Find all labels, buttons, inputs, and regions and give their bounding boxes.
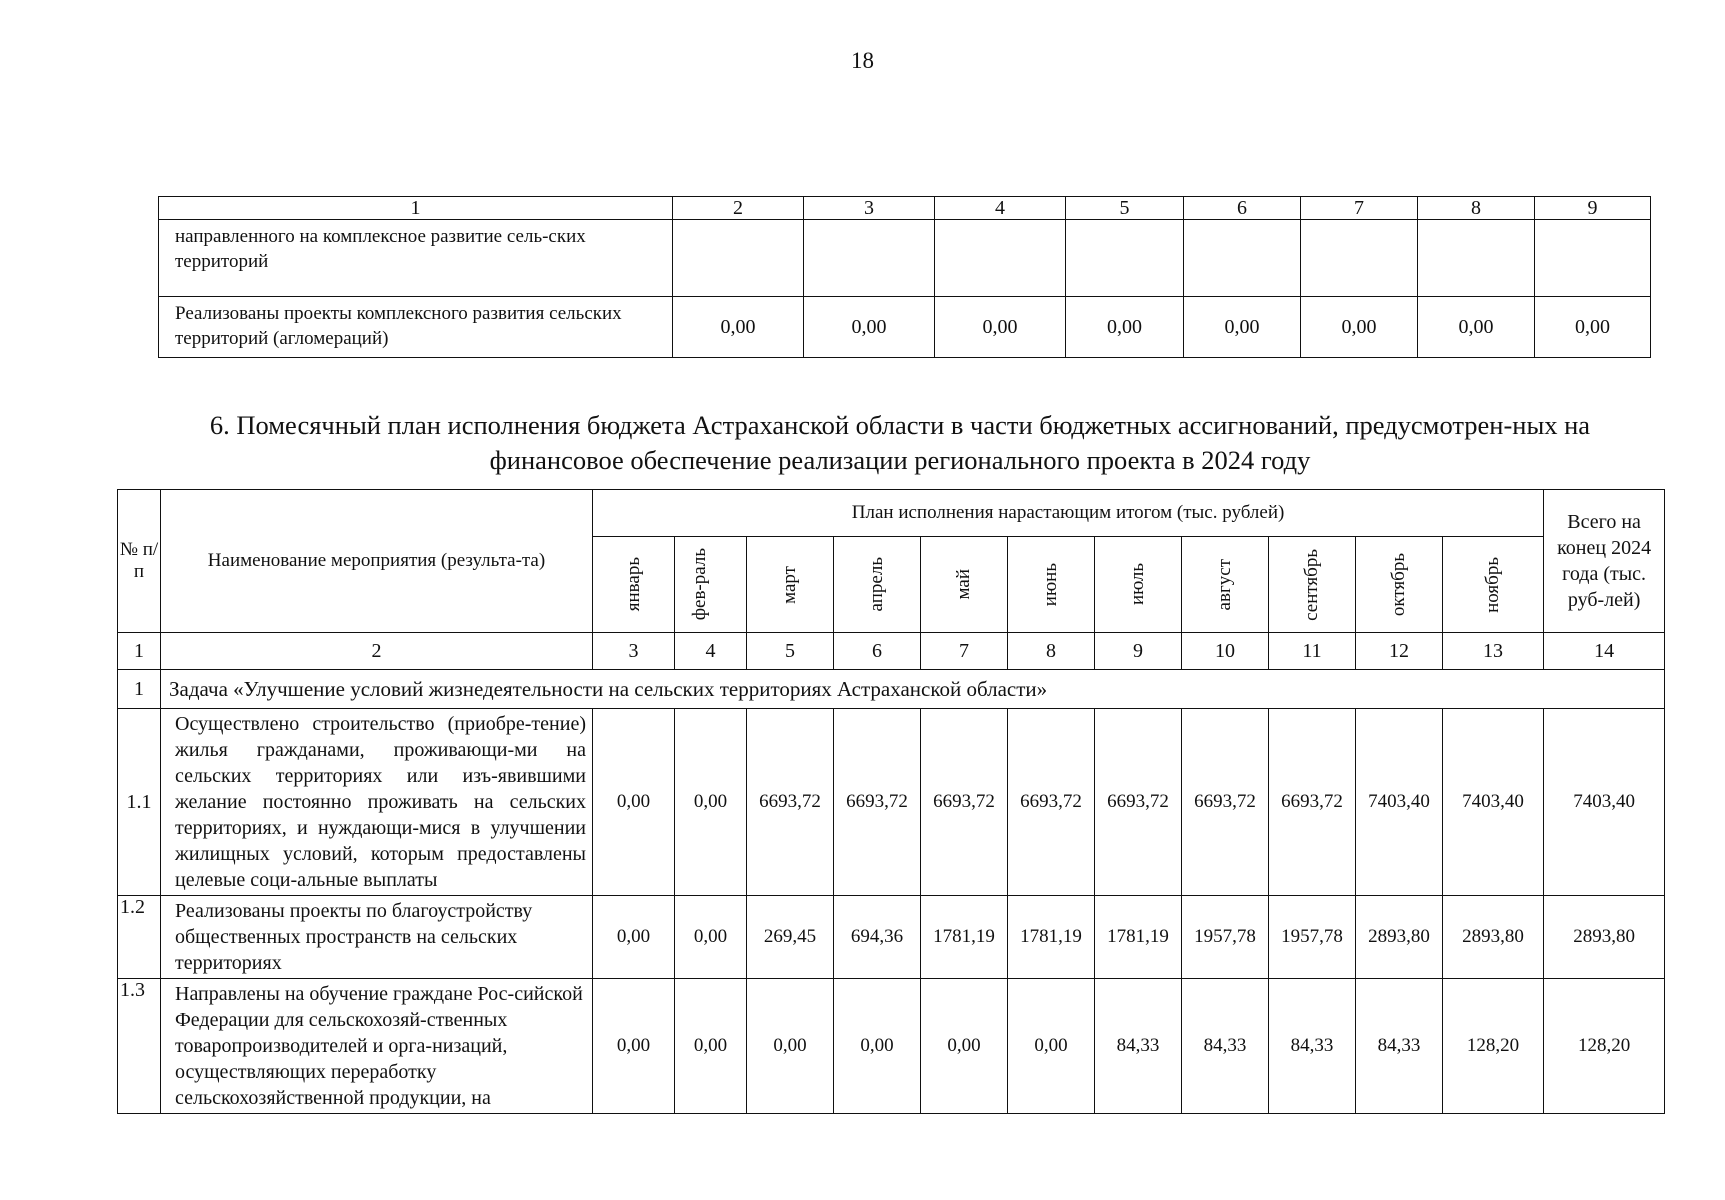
cell-value: 6693,72 <box>1182 709 1269 896</box>
cell-value <box>1301 220 1418 297</box>
month-label: май <box>953 569 974 600</box>
cell-value: 0,00 <box>1418 297 1535 358</box>
page-number: 18 <box>851 48 874 73</box>
cell-value: 1781,19 <box>1008 896 1095 979</box>
month-label: январь <box>622 557 644 612</box>
cell-value: 0,00 <box>834 979 921 1114</box>
column-index: 7 <box>1301 197 1418 220</box>
column-index: 9 <box>1095 633 1182 670</box>
month-label: июль <box>1127 563 1148 606</box>
cell-value: 128,20 <box>1544 979 1665 1114</box>
cell-value: 2893,80 <box>1356 896 1443 979</box>
month-header <box>1269 537 1356 633</box>
column-index: 1 <box>159 197 673 220</box>
header-number: № п/п <box>118 490 161 633</box>
cell-value: 0,00 <box>593 896 675 979</box>
cell-value: 0,00 <box>1301 297 1418 358</box>
cell-value: 1957,78 <box>1269 896 1356 979</box>
cell-value: 0,00 <box>921 979 1008 1114</box>
table-row <box>159 220 1651 297</box>
cell-value: 0,00 <box>804 297 935 358</box>
table-row <box>118 979 1665 1114</box>
row-name: Реализованы проекты комплексного развития сельских территорий (агломераций) <box>159 297 673 358</box>
cell-value: 0,00 <box>673 297 804 358</box>
cell-value <box>804 220 935 297</box>
header-name: Наименование мероприятия (результа-та) <box>161 490 593 633</box>
cell-value: 0,00 <box>593 709 675 896</box>
cell-value: 6693,72 <box>834 709 921 896</box>
month-header <box>1095 537 1182 633</box>
column-index: 6 <box>834 633 921 670</box>
column-index: 2 <box>673 197 804 220</box>
table-row <box>118 896 1665 979</box>
month-label: август <box>1214 558 1235 611</box>
cell-value: 0,00 <box>1066 297 1184 358</box>
row-number: 1.3 <box>118 979 161 1114</box>
month-label: ноябрь <box>1482 556 1504 613</box>
cell-value: 1781,19 <box>921 896 1008 979</box>
header-total: Всего на конец 2024 года (тыс. руб-лей) <box>1544 490 1665 633</box>
row-name: направленного на комплексное развитие сель-ских территорий <box>159 220 673 297</box>
column-index: 11 <box>1269 633 1356 670</box>
row-name: Реализованы проекты по благоустройству общественных пространств на сельских территориях <box>161 896 593 979</box>
cell-value: 0,00 <box>1008 979 1095 1114</box>
cell-value: 0,00 <box>675 896 747 979</box>
month-header <box>1182 537 1269 633</box>
month-header <box>593 537 675 633</box>
header-plan: План исполнения нарастающим итогом (тыс. рублей) <box>593 490 1544 537</box>
month-label: март <box>779 565 800 604</box>
cell-value: 6693,72 <box>747 709 834 896</box>
row-name: Осуществлено строительство (приобре-тение) жилья гражданами, проживающи-ми на сельских территориях или изъ-явившими желание постоянно проживать на сельских территориях, и нуждающи-мися в улучшении жилищных условий, которым предоставлены целевые соци-альные выплаты <box>161 709 593 896</box>
cell-value: 0,00 <box>935 297 1066 358</box>
month-label: апрель <box>866 557 887 612</box>
column-index: 3 <box>593 633 675 670</box>
cell-value: 0,00 <box>593 979 675 1114</box>
column-index: 14 <box>1544 633 1665 670</box>
cell-value: 84,33 <box>1356 979 1443 1114</box>
cell-value: 2893,80 <box>1443 896 1544 979</box>
cell-value <box>1535 220 1651 297</box>
column-index: 7 <box>921 633 1008 670</box>
table-row <box>159 297 1651 358</box>
cell-value: 694,36 <box>834 896 921 979</box>
month-label: июнь <box>1040 562 1061 607</box>
month-label: фев-раль <box>688 548 710 621</box>
cell-value: 0,00 <box>747 979 834 1114</box>
row-name: Направлены на обучение граждане Рос-сийской Федерации для сельскохозяй-ственных товаропроизводителей и орга-низаций, осуществляющих переработку сельскохозяйственной продукции, на <box>161 979 593 1114</box>
cell-value: 2893,80 <box>1544 896 1665 979</box>
column-index: 3 <box>804 197 935 220</box>
cell-value: 6693,72 <box>921 709 1008 896</box>
column-index: 4 <box>675 633 747 670</box>
row-number: 1.1 <box>118 709 161 896</box>
cell-value <box>1418 220 1535 297</box>
month-header <box>834 537 921 633</box>
table-header-row <box>118 490 1665 537</box>
column-index: 8 <box>1418 197 1535 220</box>
cell-value: 1957,78 <box>1182 896 1269 979</box>
cell-value: 0,00 <box>1535 297 1651 358</box>
cell-value <box>1066 220 1184 297</box>
row-number: 1.2 <box>118 896 161 979</box>
cell-value <box>935 220 1066 297</box>
column-index: 1 <box>118 633 161 670</box>
cell-value: 0,00 <box>675 979 747 1114</box>
cell-value: 84,33 <box>1182 979 1269 1114</box>
cell-value: 6693,72 <box>1008 709 1095 896</box>
month-header <box>747 537 834 633</box>
cell-value: 0,00 <box>675 709 747 896</box>
task-row <box>118 670 1665 709</box>
cell-value: 7403,40 <box>1356 709 1443 896</box>
month-header <box>675 537 747 633</box>
table-row <box>118 709 1665 896</box>
task-number: 1 <box>118 670 161 709</box>
cell-value: 6693,72 <box>1095 709 1182 896</box>
column-index: 6 <box>1184 197 1301 220</box>
monthly-plan-table <box>117 489 1665 1114</box>
column-index-row <box>118 633 1665 670</box>
column-index: 13 <box>1443 633 1544 670</box>
task-label: Задача «Улучшение условий жизнедеятельности на сельских территориях Астраханской области» <box>161 670 1665 709</box>
column-index: 9 <box>1535 197 1651 220</box>
cell-value: 128,20 <box>1443 979 1544 1114</box>
month-header <box>921 537 1008 633</box>
cell-value: 7403,40 <box>1544 709 1665 896</box>
column-index: 2 <box>161 633 593 670</box>
cell-value: 0,00 <box>1184 297 1301 358</box>
month-label: сентябрь <box>1301 548 1322 621</box>
month-header <box>1443 537 1544 633</box>
section-title: 6. Помесячный план исполнения бюджета Астраханской области в части бюджетных ассигнований, предусмотрен-ных на финансовое обеспечение реализации регионального проекта в 2024 году <box>209 410 1591 475</box>
cell-value: 84,33 <box>1269 979 1356 1114</box>
column-index: 10 <box>1182 633 1269 670</box>
cell-value: 1781,19 <box>1095 896 1182 979</box>
column-index: 12 <box>1356 633 1443 670</box>
column-index: 5 <box>1066 197 1184 220</box>
continuation-table <box>158 196 1651 358</box>
cell-value <box>1184 220 1301 297</box>
cell-value: 6693,72 <box>1269 709 1356 896</box>
cell-value: 269,45 <box>747 896 834 979</box>
column-index: 5 <box>747 633 834 670</box>
cell-value: 7403,40 <box>1443 709 1544 896</box>
cell-value: 84,33 <box>1095 979 1182 1114</box>
month-header <box>1008 537 1095 633</box>
column-index: 8 <box>1008 633 1095 670</box>
cell-value <box>673 220 804 297</box>
table-header-row <box>159 197 1651 220</box>
month-label: октябрь <box>1388 552 1409 617</box>
month-header <box>1356 537 1443 633</box>
column-index: 4 <box>935 197 1066 220</box>
